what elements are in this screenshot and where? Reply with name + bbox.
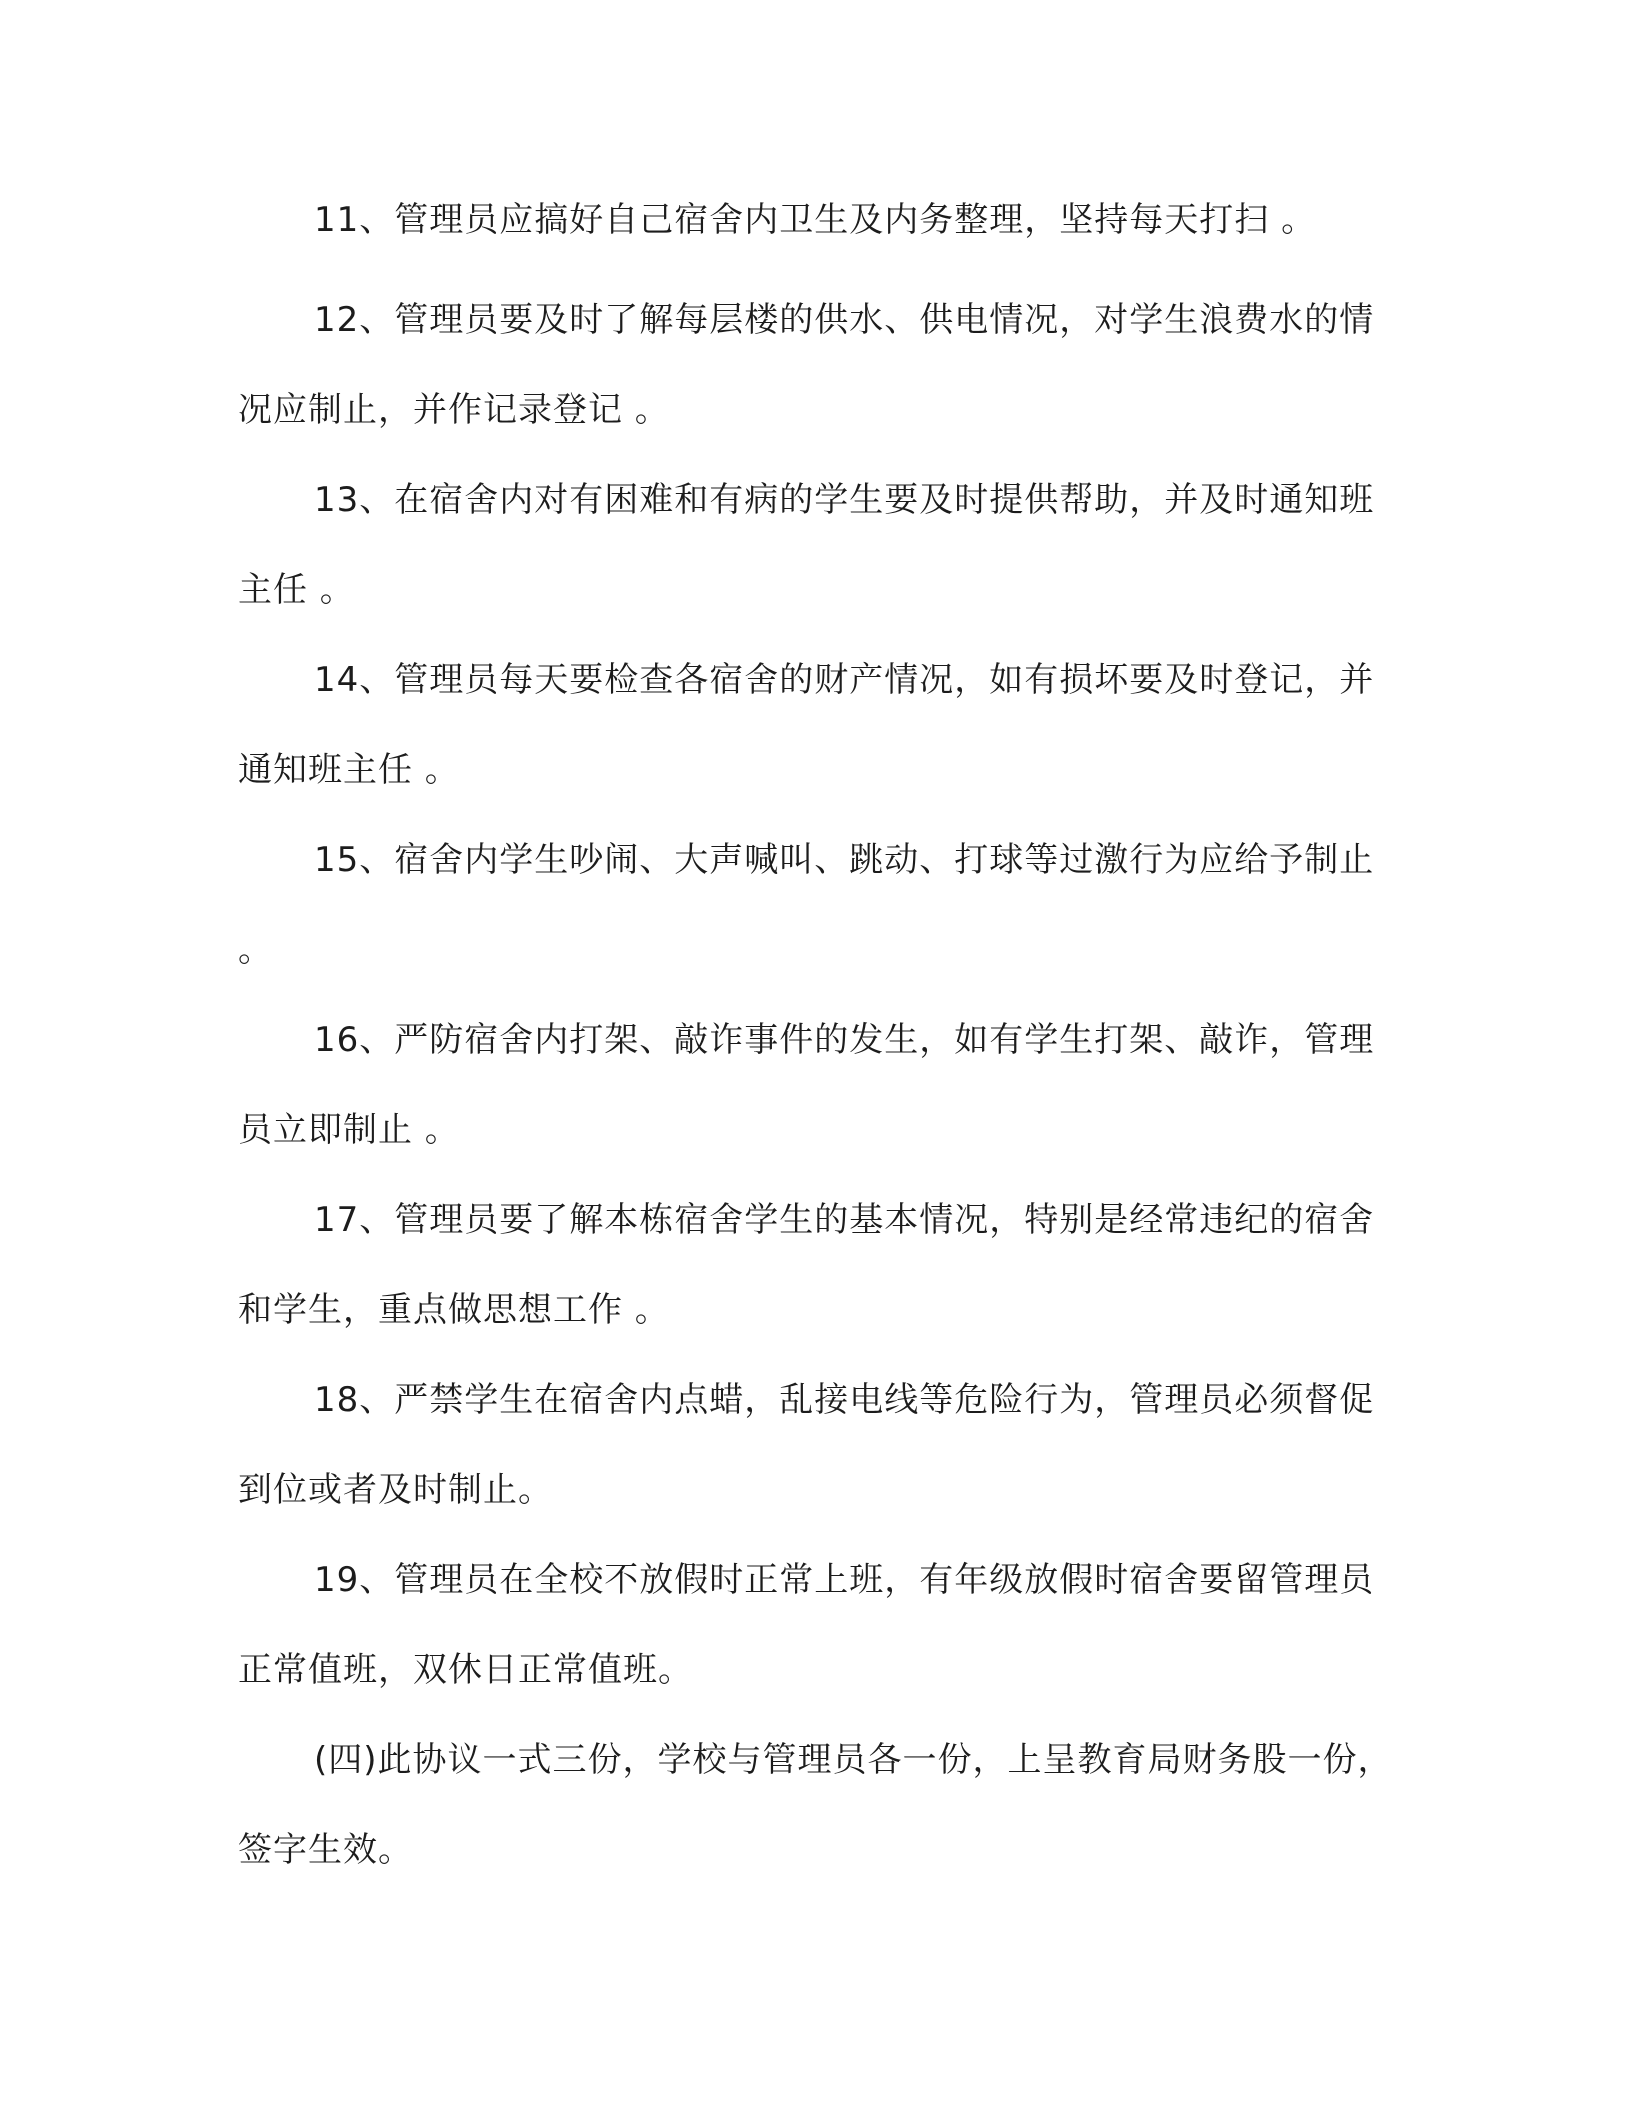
paragraph-agreement-copies: (四)此协议一式三份，学校与管理员各一份，上呈教育局财务股一份，签字生效。 [238, 1740, 1393, 1870]
paragraph-item-16: 16、严防宿舍内打架、敲诈事件的发生，如有学生打架、敲诈，管理员立即制止 。 [238, 1020, 1375, 1150]
paragraph-item-11: 11、管理员应搞好自己宿舍内卫生及内务整理，坚持每天打扫 。 [314, 200, 1317, 240]
paragraph-item-14: 14、管理员每天要检查各宿舍的财产情况，如有损坏要及时登记，并通知班主任 。 [238, 660, 1375, 790]
paragraph-item-12: 12、管理员要及时了解每层楼的供水、供电情况，对学生浪费水的情况应制止，并作记录登记 。 [238, 300, 1375, 430]
paragraph-item-15: 15、宿舍内学生吵闹、大声喊叫、跳动、打球等过激行为应给予制止 。 [238, 840, 1375, 970]
paragraph-item-13: 13、在宿舍内对有困难和有病的学生要及时提供帮助，并及时通知班主任 。 [238, 480, 1375, 610]
paragraph-item-18: 18、严禁学生在宿舍内点蜡，乱接电线等危险行为，管理员必须督促到位或者及时制止。 [238, 1380, 1375, 1510]
paragraph-item-17: 17、管理员要了解本栋宿舍学生的基本情况，特别是经常违纪的宿舍和学生，重点做思想工作 。 [238, 1200, 1375, 1330]
paragraph-item-19: 19、管理员在全校不放假时正常上班，有年级放假时宿舍要留管理员正常值班，双休日正常值班。 [238, 1560, 1375, 1690]
